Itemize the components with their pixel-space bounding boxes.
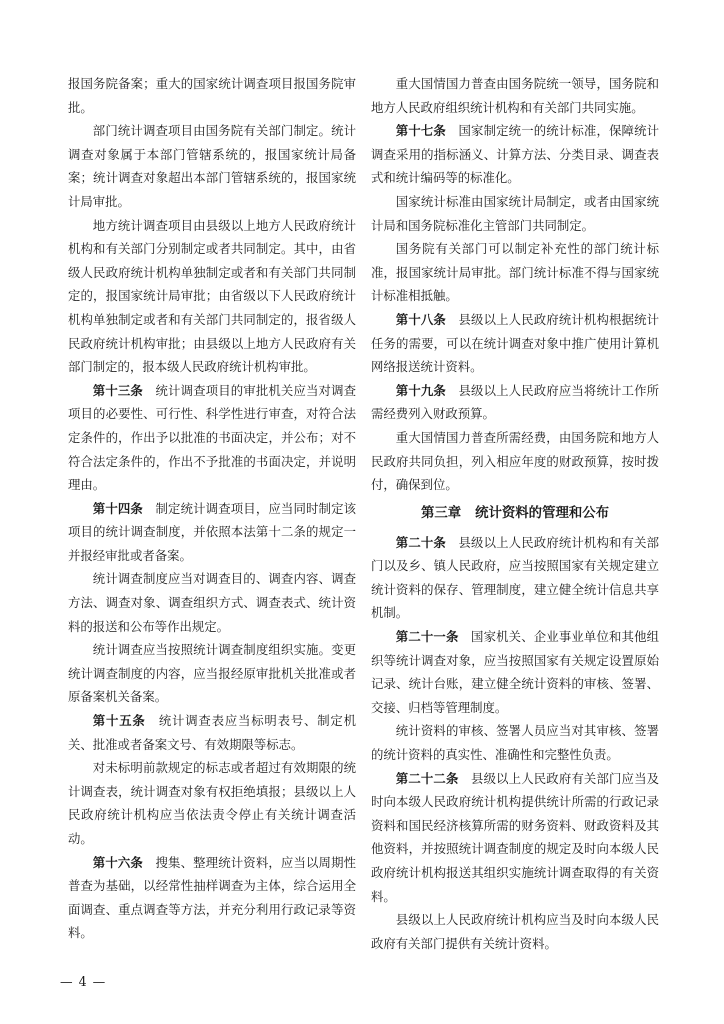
paragraph: 国家统计标准由国家统计局制定，或者由国家统计局和国务院标准化主管部门共同制定。 [371,193,659,233]
article-label: 第十四条 [92,500,143,516]
article-text: 统计调查项目的审批机关应当对调查项目的必要性、可行性、科学性进行审查，对符合法定条件的，作出予以批准的书面决定，并公布；对不符合法定条件的，作出不予批准的书面决定，并说明理由。 [68,382,357,493]
paragraph: 部门统计调查项目由国务院有关部门制定。统计调查对象属于本部门管辖系统的，报国家统计局备案；统计调查对象超出本部门管辖系统的，报国家统计局审批。 [68,123,356,209]
article-label: 第二十一条 [395,629,459,645]
left-column [68,72,356,945]
article-label: 第十五条 [92,713,146,729]
article-21 [371,625,659,719]
article-label: 第二十条 [395,534,446,550]
article-text: 国家制定统一的统计标准，保障统计调查采用的指标涵义、计算方法、分类目录、调查表式和统计编码等的标准化。 [371,123,660,186]
paragraph: 重大国情国力普查所需经费，由国务院和地方人民政府共同负担，列入相应年度的财政预算，按时拨付，确保到位。 [371,429,659,493]
article-19 [371,379,659,426]
right-column [371,72,659,955]
paragraph: 地方统计调查项目由县级以上地方人民政府统计机构和有关部门分别制定或者共同制定。其中，由省级人民政府统计机构单独制定或者和有关部门共同制定的，报国家统计局审批；由省级以下人民政府统计机构单独制定或者和有关部门共同制定的，报省级人民政府统计机构审批；由县级以上地方人民政府有关部门制定的，报本级人民政府统计机构审批。 [68,217,356,375]
chapter-heading [371,501,659,525]
article-text: 制定统计调查项目，应当同时制定该项目的统计调查制度，并依照本法第十二条的规定一并报经审批或者备案。 [68,500,357,563]
article-18 [371,308,659,379]
chapter-number: 第三章 [420,504,462,521]
paragraph: 国务院有关部门可以制定补充性的部门统计标准，报国家统计局审批。部门统计标准不得与国家统计标准相抵触。 [371,241,659,304]
article-label: 第二十二条 [395,770,459,786]
paragraph: 统计资料的审核、签署人员应当对其审核、签署的统计资料的真实性、准确性和完整性负责。 [371,723,659,763]
article-text: 县级以上人民政府统计机构和有关部门以及乡、镇人民政府，应当按照国家有关规定建立统计资料的保存、管理制度，建立健全统计信息共享机制。 [371,534,660,621]
paragraph: 报国务院备案；重大的国家统计调查项目报国务院审批。 [68,76,356,115]
article-label: 第十九条 [395,382,446,398]
article-text: 县级以上人民政府有关部门应当及时向本级人民政府统计机构提供统计所需的行政记录资料和国民经济核算所需的财务资料、财政资料及其他资料，并按照统计调查制度的规定及时向本级人民政府统计机构报送其组织实施统计调查取得的有关资料。 [371,770,660,904]
article-label: 第十六条 [92,854,143,870]
paragraph: 统计调查应当按照统计调查制度组织实施。变更统计调查制度的内容，应当报经原审批机关批准或者原备案机关备案。 [68,642,356,705]
article-17 [371,119,659,190]
article-text: 统计调查表应当标明表号、制定机关、批准或者备案文号、有效期限等标志。 [68,713,357,752]
page-number: — 4 — [60,974,107,989]
article-22 [371,767,659,909]
chapter-title: 统计资料的管理和公布 [475,504,610,521]
article-label: 第十七条 [395,123,446,139]
paragraph: 对未标明前款规定的标志或者超过有效期限的统计调查表，统计调查对象有权拒绝填报；县级以上人民政府统计机构应当依法责令停止有关统计调查活动。 [68,760,356,846]
article-20 [371,531,659,625]
article-15 [68,709,356,756]
article-text: 县级以上人民政府统计机构根据统计任务的需要，可以在统计调查对象中推广使用计算机网络报送统计资料。 [371,311,660,375]
paragraph: 统计调查制度应当对调查目的、调查内容、调查方法、调查对象、调查组织方式、调查表式、统计资料的报送和公布等作出规定。 [68,571,356,634]
article-text: 县级以上人民政府应当将统计工作所需经费列入财政预算。 [371,382,660,422]
paragraph: 重大国情国力普查由国务院统一领导，国务院和地方人民政府组织统计机构和有关部门共同实施。 [371,76,659,115]
article-text: 搜集、整理统计资料，应当以周期性普查为基础，以经常性抽样调查为主体，综合运用全面调查、重点调查等方法，并充分利用行政记录等资料。 [68,854,357,941]
article-text: 国家机关、企业事业单位和其他组织等统计调查对象，应当按照国家有关规定设置原始记录、统计台账，建立健全统计资料的审核、签署、交接、归档等管理制度。 [371,629,660,715]
article-13 [68,379,356,497]
article-label: 第十三条 [92,382,143,398]
article-label: 第十八条 [395,311,446,327]
article-16 [68,851,356,945]
paragraph: 县级以上人民政府统计机构应当及时向本级人民政府有关部门提供有关统计资料。 [371,912,659,951]
article-14 [68,497,356,568]
